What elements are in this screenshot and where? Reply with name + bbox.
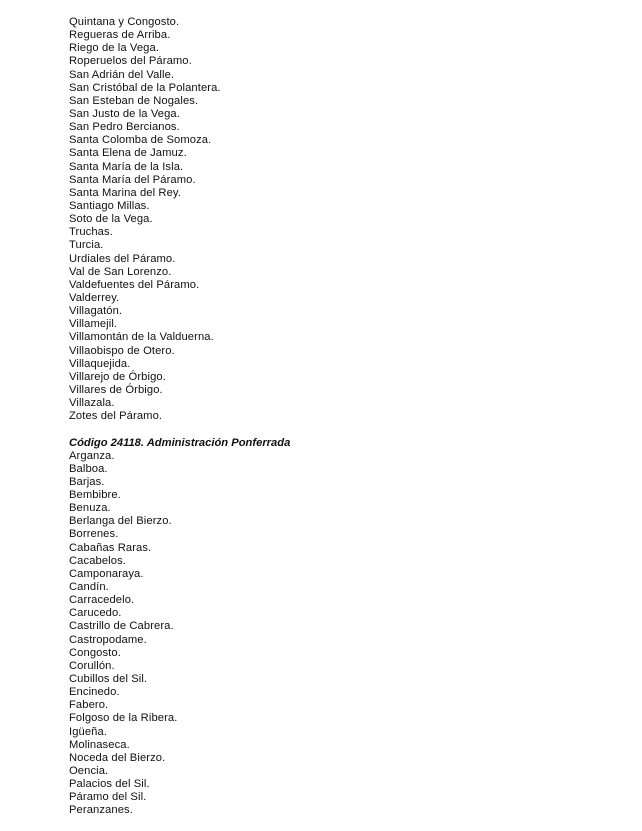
municipality-list-ponferrada — [69, 450, 609, 818]
list-item: Carracedelo. — [69, 594, 135, 607]
list-item: Villamejil. — [69, 318, 118, 331]
list-item: Palacios del Sil. — [69, 778, 150, 791]
list-item: Roperuelos del Páramo. — [69, 55, 192, 68]
list-item: Barjas. — [69, 475, 105, 488]
list-item: Zotes del Páramo. — [69, 410, 163, 423]
list-item: Villarejo de Órbigo. — [69, 370, 166, 383]
list-item: Santa Marina del Rey. — [69, 186, 181, 199]
list-item: Fabero. — [69, 699, 109, 712]
list-item: Borrenes. — [69, 528, 119, 541]
list-item: Riego de la Vega. — [69, 42, 160, 55]
list-item: Santa María del Páramo. — [69, 173, 196, 186]
list-item: Benuza. — [69, 502, 111, 515]
list-item: Turcia. — [69, 239, 104, 252]
section-heading: Código 24118. Administración Ponferrada — [69, 436, 291, 449]
list-item: Cubillos del Sil. — [69, 673, 148, 686]
list-item: San Pedro Bercianos. — [69, 121, 180, 134]
list-item: Corullón. — [69, 659, 115, 672]
list-item: Cacabelos. — [69, 554, 126, 567]
list-item: Villares de Órbigo. — [69, 383, 163, 396]
list-item: Castrillo de Cabrera. — [69, 620, 174, 633]
list-item: Cabañas Raras. — [69, 541, 152, 554]
list-item: Regueras de Arriba. — [69, 29, 171, 42]
list-item: Arganza. — [69, 449, 115, 462]
list-item: San Adrián del Valle. — [69, 68, 175, 81]
list-item: Bembibre. — [69, 489, 121, 502]
list-item: Candín. — [69, 581, 109, 594]
list-item: Berlanga del Bierzo. — [69, 515, 172, 528]
list-item: Villagatón. — [69, 305, 123, 318]
list-item: Urdiales del Páramo. — [69, 252, 176, 265]
list-item: Valdefuentes del Páramo. — [69, 278, 200, 291]
list-item: Balboa. — [69, 462, 108, 475]
list-item: Igüeña. — [69, 725, 108, 738]
document-page — [69, 16, 609, 818]
list-item: Folgoso de la Ribera. — [69, 712, 178, 725]
list-item: Villaobispo de Otero. — [69, 344, 175, 357]
list-item: Santa Elena de Jamuz. — [69, 147, 187, 160]
list-item: San Justo de la Vega. — [69, 107, 180, 120]
list-item: San Cristóbal de la Polantera. — [69, 81, 221, 94]
list-item: Peranzanes. — [69, 804, 133, 817]
list-item: Santiago Millas. — [69, 199, 150, 212]
list-item: Congosto. — [69, 646, 121, 659]
list-item: Villazala. — [69, 397, 115, 410]
list-item: Valderrey. — [69, 291, 120, 304]
list-item: San Esteban de Nogales. — [69, 94, 199, 107]
list-item: Camponaraya. — [69, 567, 144, 580]
list-item: Castropodame. — [69, 633, 147, 646]
list-item: Carucedo. — [69, 607, 122, 620]
list-item: Quintana y Congosto. — [69, 16, 180, 28]
list-item: Truchas. — [69, 226, 113, 239]
list-item: Soto de la Vega. — [69, 213, 153, 226]
list-item: Oencia. — [69, 765, 109, 778]
list-item: Santa Colomba de Somoza. — [69, 134, 212, 147]
list-item: Val de San Lorenzo. — [69, 265, 172, 278]
list-item: Páramo del Sil. — [69, 791, 147, 804]
list-item: Molinaseca. — [69, 738, 130, 751]
list-item: Santa María de la Isla. — [69, 160, 184, 173]
list-item: Villaquejida. — [69, 357, 131, 370]
list-item: Villamontán de la Valduerna. — [69, 331, 214, 344]
municipality-list-previous — [69, 16, 609, 423]
list-item: Noceda del Bierzo. — [69, 751, 166, 764]
list-item: Encinedo. — [69, 686, 120, 699]
